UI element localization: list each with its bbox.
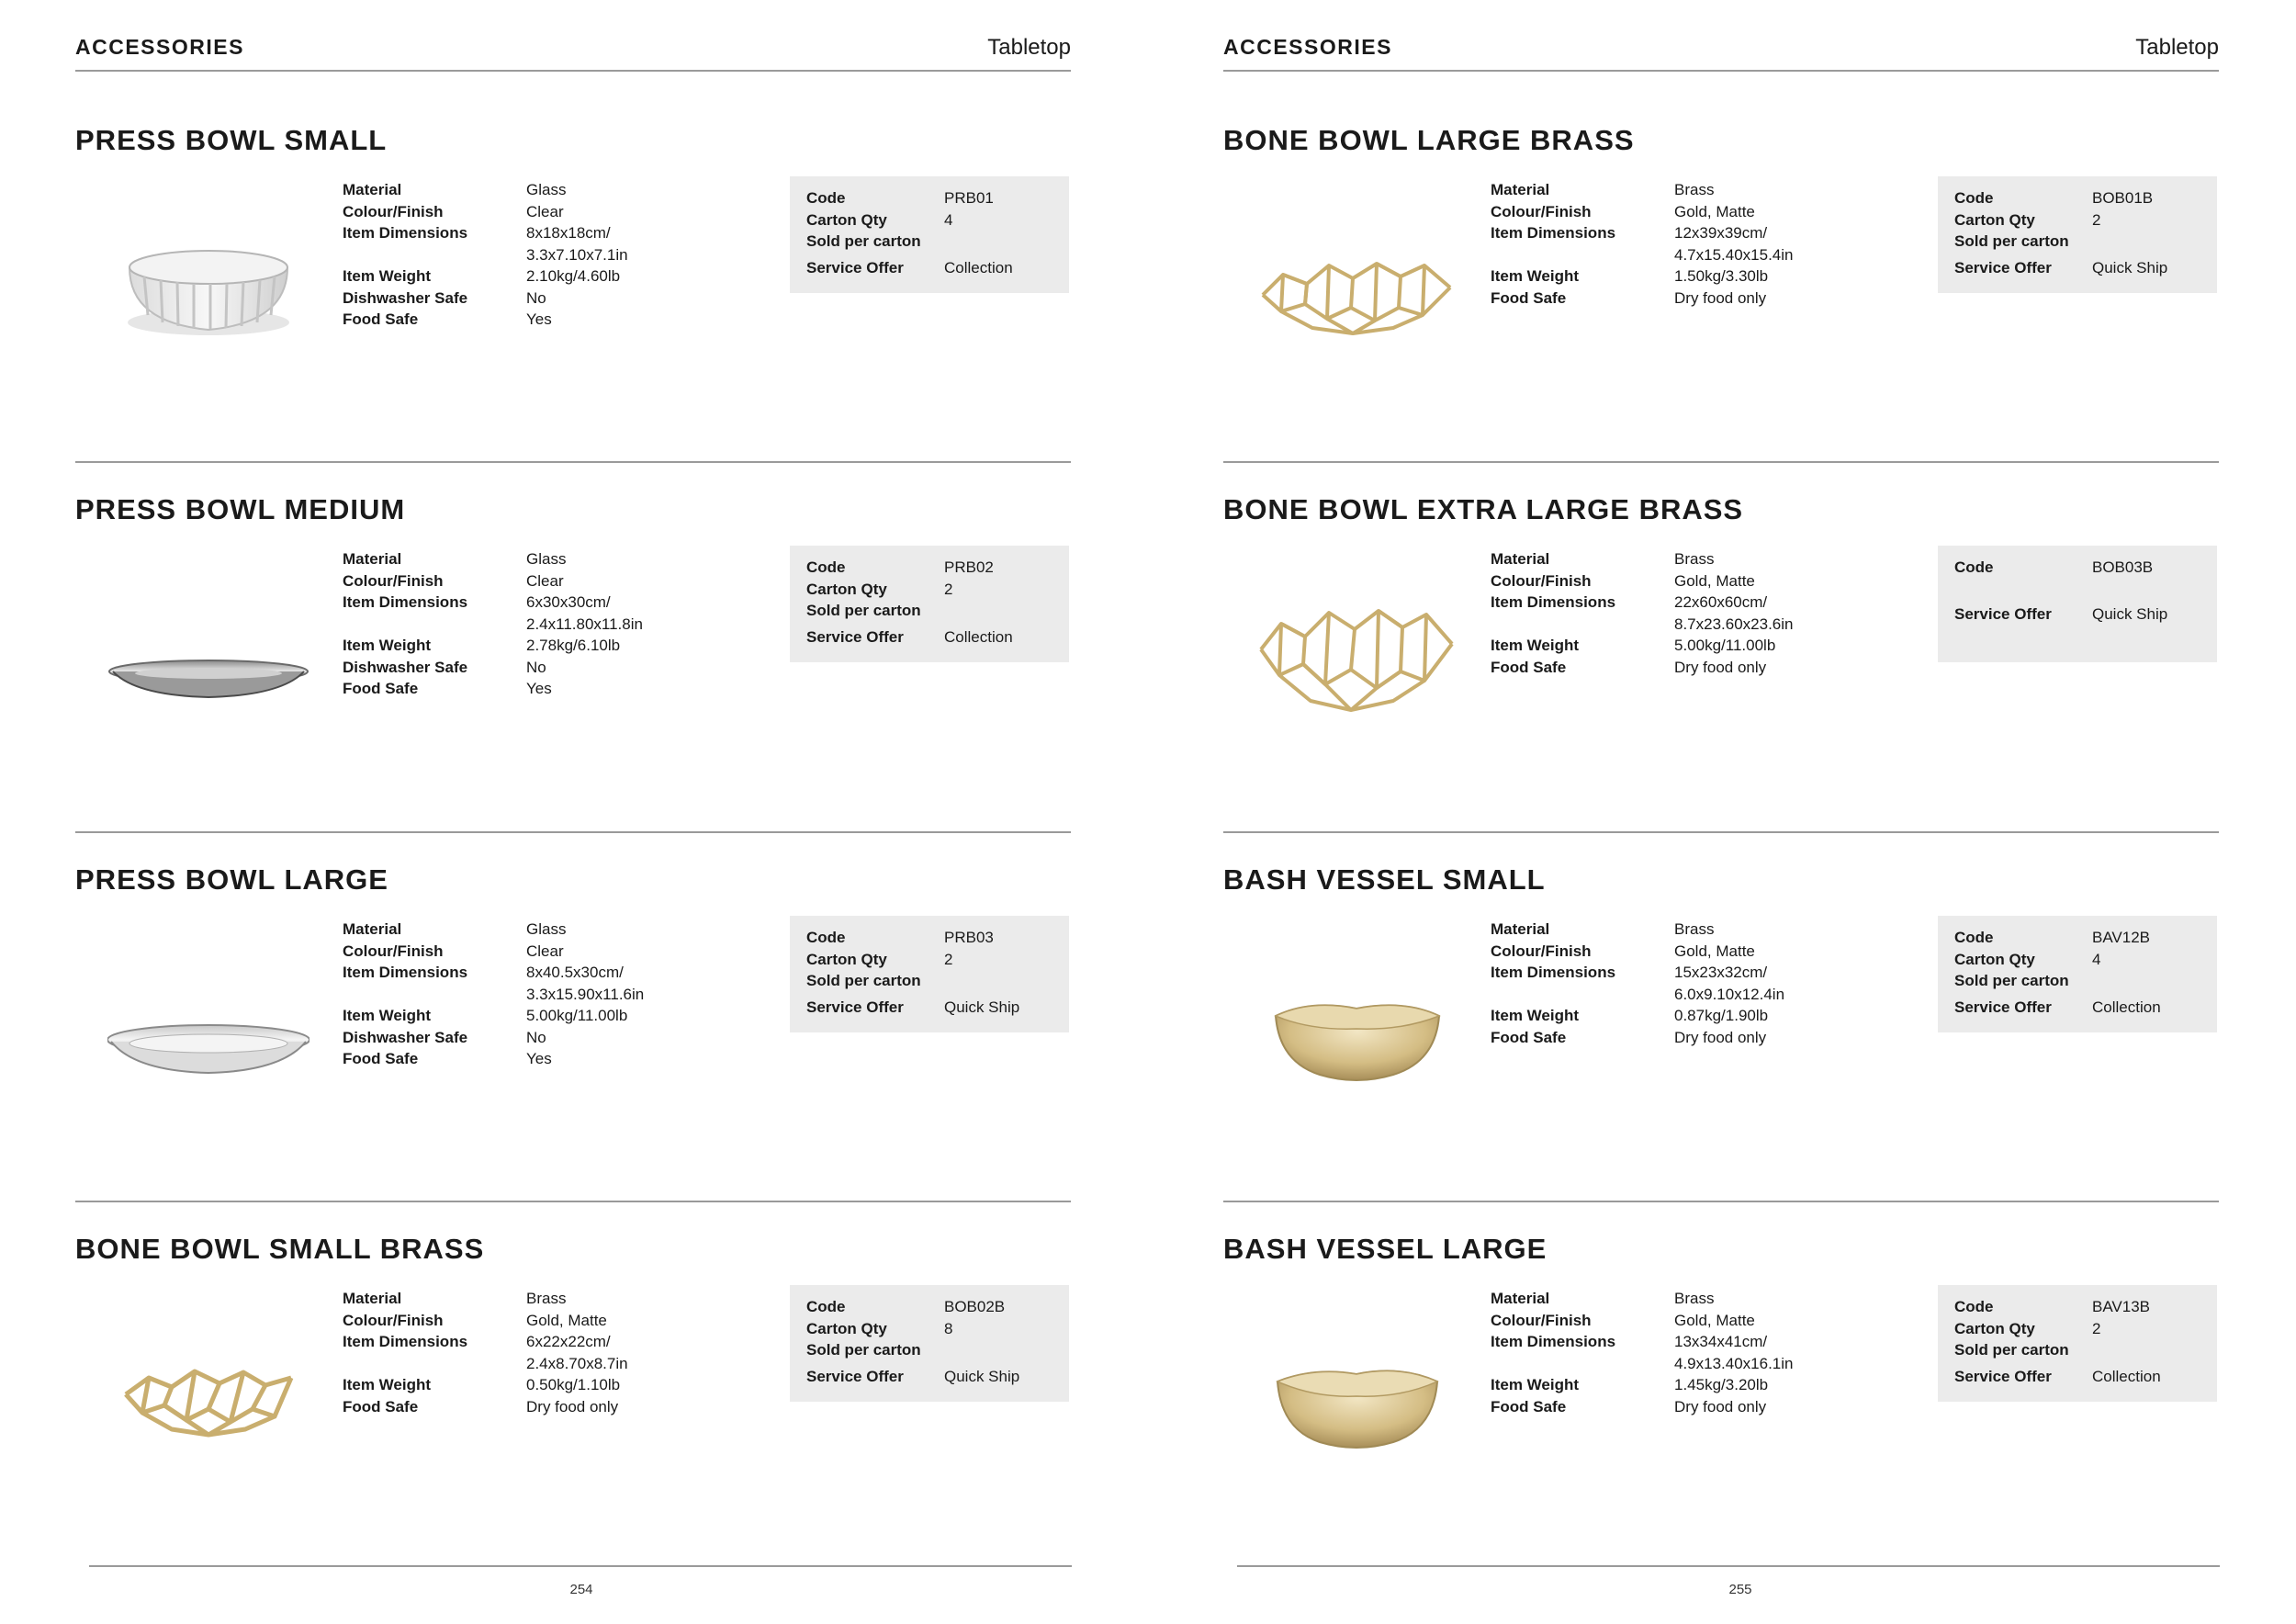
carton-qty-label: Carton Qty bbox=[806, 1320, 887, 1337]
food-safe-value: Dry food only bbox=[1674, 1028, 1767, 1046]
code-value: BOB03B bbox=[2092, 558, 2154, 576]
colour-value: Gold, Matte bbox=[1674, 571, 1755, 590]
sold-per-carton-label: Sold per carton bbox=[1954, 1341, 2069, 1359]
colour-label: Colour/Finish bbox=[1491, 942, 1592, 960]
service-offer-label: Service Offer bbox=[806, 1368, 904, 1385]
order-info-box bbox=[1938, 546, 2217, 662]
code-label: Code bbox=[1954, 558, 1994, 576]
divider bbox=[75, 831, 1071, 833]
dimensions-label: Item Dimensions bbox=[1491, 593, 1616, 611]
weight-value: 0.50kg/1.10lb bbox=[526, 1376, 621, 1393]
code-value: PRB01 bbox=[944, 189, 994, 207]
sold-per-carton-label: Sold per carton bbox=[806, 232, 921, 250]
carton-qty-label: Carton Qty bbox=[1954, 211, 2035, 229]
carton-qty-value: 2 bbox=[944, 951, 953, 968]
dimensions-value-imperial: 2.4x11.80x11.8in bbox=[526, 615, 643, 633]
colour-value: Gold, Matte bbox=[1674, 942, 1755, 960]
sold-per-carton-label: Sold per carton bbox=[806, 972, 921, 989]
material-value: Brass bbox=[1674, 1290, 1715, 1307]
product-card bbox=[75, 124, 1071, 390]
weight-label: Item Weight bbox=[343, 1007, 432, 1024]
material-value: Brass bbox=[1674, 920, 1715, 938]
dishwasher-value: No bbox=[526, 288, 546, 307]
weight-value: 2.10kg/4.60lb bbox=[526, 267, 621, 285]
order-info-box bbox=[1938, 1285, 2217, 1402]
food-safe-value: Yes bbox=[526, 310, 552, 328]
service-offer-label: Service Offer bbox=[1954, 605, 2052, 623]
order-info-box bbox=[790, 916, 1069, 1032]
footer-rule bbox=[1237, 1565, 2220, 1567]
product-card bbox=[1223, 124, 2219, 390]
service-offer-value: Quick Ship bbox=[944, 998, 1020, 1016]
page-number: 255 bbox=[1728, 1582, 1752, 1597]
brass-lattice-bowl-icon bbox=[107, 1321, 310, 1468]
colour-value: Clear bbox=[526, 942, 564, 960]
spec-list bbox=[343, 548, 765, 700]
dimensions-value-imperial: 3.3x7.10x7.1in bbox=[526, 245, 628, 264]
divider bbox=[1223, 461, 2219, 463]
product-card bbox=[1223, 493, 2219, 760]
carton-qty-label: Carton Qty bbox=[806, 211, 887, 229]
dimensions-value-imperial: 6.0x9.10x12.4in bbox=[1674, 985, 1785, 1003]
page-header bbox=[1223, 35, 2219, 72]
colour-value: Gold, Matte bbox=[1674, 202, 1755, 220]
carton-qty-value: 8 bbox=[944, 1320, 953, 1337]
material-label: Material bbox=[343, 550, 402, 568]
material-label: Material bbox=[1491, 920, 1550, 938]
order-info-box bbox=[790, 176, 1069, 293]
colour-label: Colour/Finish bbox=[1491, 571, 1592, 590]
code-value: BAV13B bbox=[2092, 1298, 2151, 1315]
colour-label: Colour/Finish bbox=[343, 202, 444, 220]
divider bbox=[1223, 1201, 2219, 1202]
code-value: BOB02B bbox=[944, 1298, 1006, 1315]
service-offer-label: Service Offer bbox=[806, 628, 904, 646]
brass-vessel-icon bbox=[1255, 1321, 1458, 1468]
sold-per-carton-label: Sold per carton bbox=[806, 1341, 921, 1359]
weight-value: 5.00kg/11.00lb bbox=[526, 1007, 628, 1024]
code-label: Code bbox=[806, 1298, 846, 1315]
weight-label: Item Weight bbox=[1491, 1376, 1580, 1393]
order-info-box bbox=[1938, 176, 2217, 293]
spec-list bbox=[1491, 919, 1913, 1048]
weight-value: 2.78kg/6.10lb bbox=[526, 637, 621, 654]
divider bbox=[1223, 831, 2219, 833]
product-title: BASH VESSEL SMALL bbox=[1223, 863, 1546, 896]
material-label: Material bbox=[343, 1290, 402, 1307]
code-label: Code bbox=[806, 929, 846, 946]
sold-per-carton-label: Sold per carton bbox=[806, 602, 921, 619]
section-title: ACCESSORIES bbox=[1223, 35, 1392, 59]
service-offer-value: Quick Ship bbox=[944, 1368, 1020, 1385]
weight-label: Item Weight bbox=[343, 267, 432, 285]
food-safe-label: Food Safe bbox=[343, 310, 419, 328]
colour-value: Gold, Matte bbox=[1674, 1311, 1755, 1329]
carton-qty-label: Carton Qty bbox=[1954, 1320, 2035, 1337]
dimensions-value: 12x39x39cm/ bbox=[1674, 224, 1768, 242]
code-label: Code bbox=[1954, 929, 1994, 946]
product-title: PRESS BOWL LARGE bbox=[75, 863, 388, 896]
material-value: Glass bbox=[526, 181, 567, 198]
service-offer-value: Collection bbox=[944, 628, 1013, 646]
weight-value: 1.45kg/3.20lb bbox=[1674, 1376, 1769, 1393]
dimensions-value-imperial: 4.9x13.40x16.1in bbox=[1674, 1354, 1794, 1372]
food-safe-label: Food Safe bbox=[343, 1397, 419, 1415]
spec-list bbox=[343, 1288, 765, 1417]
dimensions-value: 8x18x18cm/ bbox=[526, 224, 611, 242]
colour-value: Gold, Matte bbox=[526, 1311, 607, 1329]
dimensions-value-imperial: 3.3x15.90x11.6in bbox=[526, 985, 645, 1003]
dimensions-label: Item Dimensions bbox=[343, 224, 468, 242]
spec-list bbox=[1491, 548, 1913, 678]
dishwasher-value: No bbox=[526, 1028, 546, 1046]
service-offer-label: Service Offer bbox=[806, 259, 904, 276]
dimensions-value: 6x22x22cm/ bbox=[526, 1333, 611, 1350]
category-title: Tabletop bbox=[2135, 35, 2219, 60]
spec-list bbox=[343, 919, 765, 1070]
dimensions-value-imperial: 8.7x23.60x23.6in bbox=[1674, 615, 1794, 633]
product-title: PRESS BOWL SMALL bbox=[75, 124, 388, 156]
code-label: Code bbox=[1954, 189, 1994, 207]
food-safe-value: Dry food only bbox=[1674, 1397, 1767, 1415]
food-safe-value: Yes bbox=[526, 680, 552, 697]
dimensions-label: Item Dimensions bbox=[343, 964, 468, 981]
spec-list bbox=[1491, 179, 1913, 309]
brass-vessel-icon bbox=[1255, 952, 1458, 1099]
section-title: ACCESSORIES bbox=[75, 35, 244, 59]
product-card bbox=[1223, 863, 2219, 1130]
material-value: Brass bbox=[526, 1290, 567, 1307]
order-info-box bbox=[790, 546, 1069, 662]
food-safe-value: Dry food only bbox=[526, 1397, 619, 1415]
product-title: BASH VESSEL LARGE bbox=[1223, 1233, 1548, 1265]
sold-per-carton-label: Sold per carton bbox=[1954, 972, 2069, 989]
dishwasher-value: No bbox=[526, 658, 546, 676]
colour-value: Clear bbox=[526, 571, 564, 590]
dimensions-label: Item Dimensions bbox=[1491, 964, 1616, 981]
product-title: PRESS BOWL MEDIUM bbox=[75, 493, 406, 525]
service-offer-value: Collection bbox=[2092, 998, 2161, 1016]
weight-label: Item Weight bbox=[343, 637, 432, 654]
material-value: Glass bbox=[526, 550, 567, 568]
brass-lattice-bowl-icon bbox=[1255, 567, 1458, 741]
food-safe-value: Dry food only bbox=[1674, 288, 1767, 307]
code-label: Code bbox=[806, 189, 846, 207]
code-value: BAV12B bbox=[2092, 929, 2151, 946]
dimensions-label: Item Dimensions bbox=[343, 1333, 468, 1350]
weight-label: Item Weight bbox=[1491, 1007, 1580, 1024]
code-value: PRB02 bbox=[944, 558, 994, 576]
material-value: Glass bbox=[526, 920, 567, 938]
material-label: Material bbox=[343, 920, 402, 938]
product-card bbox=[75, 493, 1071, 760]
divider bbox=[75, 461, 1071, 463]
dimensions-label: Item Dimensions bbox=[1491, 1333, 1616, 1350]
material-label: Material bbox=[1491, 1290, 1550, 1307]
material-label: Material bbox=[1491, 550, 1550, 568]
service-offer-label: Service Offer bbox=[1954, 259, 2052, 276]
spec-list bbox=[343, 179, 765, 331]
glass-dish-icon bbox=[107, 581, 310, 728]
weight-value: 5.00kg/11.00lb bbox=[1674, 637, 1776, 654]
product-title: BONE BOWL SMALL BRASS bbox=[75, 1233, 485, 1265]
dimensions-value: 8x40.5x30cm/ bbox=[526, 964, 624, 981]
carton-qty-label: Carton Qty bbox=[806, 581, 887, 598]
colour-label: Colour/Finish bbox=[343, 942, 444, 960]
page-header bbox=[75, 35, 1071, 72]
sold-per-carton-label: Sold per carton bbox=[1954, 232, 2069, 250]
product-title: BONE BOWL LARGE BRASS bbox=[1223, 124, 1635, 156]
service-offer-label: Service Offer bbox=[1954, 998, 2052, 1016]
footer-rule bbox=[89, 1565, 1072, 1567]
dishwasher-label: Dishwasher Safe bbox=[343, 288, 468, 307]
colour-label: Colour/Finish bbox=[1491, 1311, 1592, 1329]
right-page bbox=[1148, 0, 2296, 1624]
carton-qty-value: 2 bbox=[2092, 1320, 2101, 1337]
dimensions-value: 15x23x32cm/ bbox=[1674, 964, 1768, 981]
food-safe-label: Food Safe bbox=[1491, 1397, 1567, 1415]
dimensions-value-imperial: 2.4x8.70x8.7in bbox=[526, 1354, 628, 1372]
code-value: BOB01B bbox=[2092, 189, 2154, 207]
product-card bbox=[75, 863, 1071, 1130]
spec-list bbox=[1491, 1288, 1913, 1417]
weight-label: Item Weight bbox=[343, 1376, 432, 1393]
service-offer-value: Quick Ship bbox=[2092, 605, 2168, 623]
dimensions-label: Item Dimensions bbox=[343, 593, 468, 611]
carton-qty-label: Carton Qty bbox=[1954, 951, 2035, 968]
carton-qty-value: 4 bbox=[944, 211, 953, 229]
weight-value: 0.87kg/1.90lb bbox=[1674, 1007, 1769, 1024]
material-label: Material bbox=[1491, 181, 1550, 198]
service-offer-label: Service Offer bbox=[806, 998, 904, 1016]
food-safe-label: Food Safe bbox=[343, 1050, 419, 1067]
dimensions-value: 6x30x30cm/ bbox=[526, 593, 611, 611]
weight-value: 1.50kg/3.30lb bbox=[1674, 267, 1769, 285]
food-safe-label: Food Safe bbox=[1491, 658, 1567, 676]
service-offer-value: Collection bbox=[2092, 1368, 2161, 1385]
food-safe-value: Dry food only bbox=[1674, 658, 1767, 676]
code-label: Code bbox=[806, 558, 846, 576]
product-card bbox=[1223, 1233, 2219, 1499]
weight-label: Item Weight bbox=[1491, 267, 1580, 285]
code-label: Code bbox=[1954, 1298, 1994, 1315]
dimensions-value-imperial: 4.7x15.40x15.4in bbox=[1674, 245, 1794, 264]
colour-label: Colour/Finish bbox=[343, 571, 444, 590]
service-offer-label: Service Offer bbox=[1954, 1368, 2052, 1385]
code-value: PRB03 bbox=[944, 929, 994, 946]
weight-label: Item Weight bbox=[1491, 637, 1580, 654]
order-info-box bbox=[1938, 916, 2217, 1032]
order-info-box bbox=[790, 1285, 1069, 1402]
product-title: BONE BOWL EXTRA LARGE BRASS bbox=[1223, 493, 1744, 525]
material-value: Brass bbox=[1674, 550, 1715, 568]
product-card bbox=[75, 1233, 1071, 1499]
brass-lattice-bowl-icon bbox=[1255, 212, 1458, 359]
glass-dish-icon bbox=[107, 952, 310, 1099]
carton-qty-value: 2 bbox=[2092, 211, 2101, 229]
dimensions-label: Item Dimensions bbox=[1491, 224, 1616, 242]
dishwasher-label: Dishwasher Safe bbox=[343, 658, 468, 676]
colour-value: Clear bbox=[526, 202, 564, 220]
page-number: 254 bbox=[569, 1582, 593, 1597]
dimensions-value: 13x34x41cm/ bbox=[1674, 1333, 1768, 1350]
carton-qty-value: 2 bbox=[944, 581, 953, 598]
colour-label: Colour/Finish bbox=[343, 1311, 444, 1329]
divider bbox=[75, 1201, 1071, 1202]
service-offer-value: Quick Ship bbox=[2092, 259, 2168, 276]
food-safe-label: Food Safe bbox=[343, 680, 419, 697]
carton-qty-value: 4 bbox=[2092, 951, 2101, 968]
ribbed-glass-bowl-icon bbox=[107, 212, 310, 359]
dishwasher-label: Dishwasher Safe bbox=[343, 1028, 468, 1046]
material-value: Brass bbox=[1674, 181, 1715, 198]
food-safe-label: Food Safe bbox=[1491, 288, 1567, 307]
food-safe-label: Food Safe bbox=[1491, 1028, 1567, 1046]
material-label: Material bbox=[343, 181, 402, 198]
carton-qty-label: Carton Qty bbox=[806, 951, 887, 968]
service-offer-value: Collection bbox=[944, 259, 1013, 276]
colour-label: Colour/Finish bbox=[1491, 202, 1592, 220]
dimensions-value: 22x60x60cm/ bbox=[1674, 593, 1768, 611]
category-title: Tabletop bbox=[987, 35, 1071, 60]
food-safe-value: Yes bbox=[526, 1050, 552, 1067]
